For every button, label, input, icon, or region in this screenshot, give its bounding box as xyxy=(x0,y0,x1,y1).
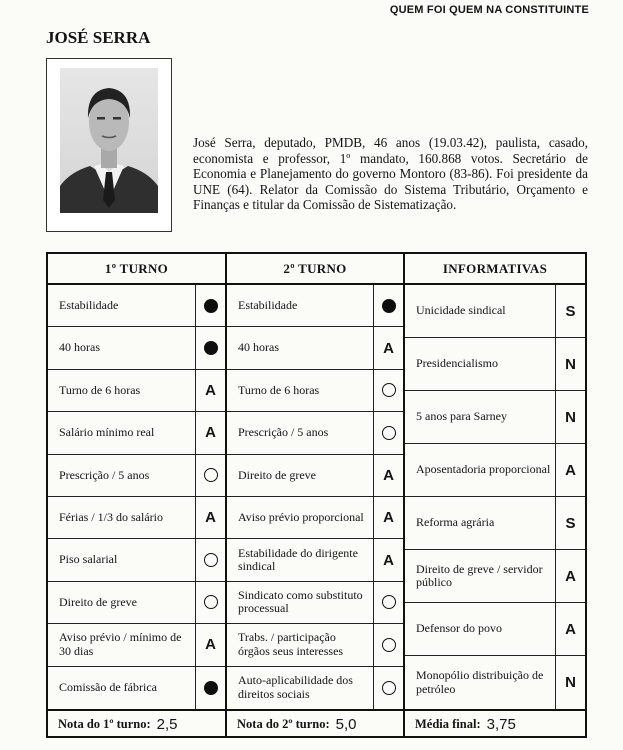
empty-circle-icon xyxy=(382,595,396,609)
filled-circle-icon xyxy=(204,341,218,355)
vote-row xyxy=(227,285,403,327)
filled-circle-icon xyxy=(204,299,218,313)
vote-row xyxy=(405,550,585,603)
vote-row xyxy=(405,444,585,497)
vote-item-label: Estabilidade xyxy=(59,297,119,312)
vote-item-label: Aposentadoria proporcional xyxy=(416,462,551,477)
vote-letter: A xyxy=(555,550,585,602)
vote-row xyxy=(227,497,403,539)
vote-symbol-cell xyxy=(195,327,225,368)
vote-item-label: Trabs. / participação órgãos seus interesses xyxy=(238,630,344,658)
vote-row xyxy=(227,455,403,497)
filled-circle-icon xyxy=(204,681,218,695)
vote-row xyxy=(48,285,225,327)
vote-item-label: Defensor do povo xyxy=(416,621,502,636)
vote-symbol-cell xyxy=(373,412,403,453)
portrait-photo xyxy=(60,68,158,213)
politician-name: JOSÉ SERRA xyxy=(46,28,151,47)
score-summary xyxy=(227,710,403,738)
vote-item-label: 40 horas xyxy=(238,340,279,355)
vote-row xyxy=(227,327,403,369)
vote-row xyxy=(48,412,225,454)
vote-item-label: Presidencialismo xyxy=(416,356,498,371)
score-summary xyxy=(48,710,225,738)
vote-item-label: Auto-aplicabilidade dos direitos sociais xyxy=(238,673,353,701)
column-title: 1º TURNO xyxy=(104,261,169,276)
vote-letter: S xyxy=(555,497,585,549)
vote-row xyxy=(227,412,403,454)
vote-row xyxy=(48,539,225,581)
vote-row xyxy=(227,582,403,624)
vote-item-label: Turno de 6 horas xyxy=(59,382,141,397)
column-title: INFORMATIVAS xyxy=(442,261,548,276)
vote-item-label: Direito de greve xyxy=(238,467,316,482)
vote-letter: A xyxy=(195,370,225,411)
vote-item-label: Piso salarial xyxy=(59,552,118,567)
vote-row xyxy=(48,624,225,666)
vote-symbol-cell xyxy=(195,539,225,580)
vote-item-label: Prescrição / 5 anos xyxy=(238,425,329,440)
vote-item-label: Estabilidade xyxy=(238,297,298,312)
empty-circle-icon xyxy=(204,595,218,609)
vote-item-label: Monopólio distribuição de petróleo xyxy=(416,668,544,696)
empty-circle-icon xyxy=(382,383,396,397)
vote-row xyxy=(48,582,225,624)
vote-row xyxy=(227,624,403,666)
vote-item-label: Direito de greve / servidor público xyxy=(416,561,543,589)
vote-symbol-cell xyxy=(373,624,403,665)
vote-letter: N xyxy=(555,338,585,390)
vote-letter: A xyxy=(195,412,225,453)
vote-item-label: Direito de greve xyxy=(59,594,137,609)
score-label: Nota do 2º turno: xyxy=(237,716,330,731)
vote-item-label: Aviso prévio / mínimo de 30 dias xyxy=(59,630,182,658)
vote-row xyxy=(405,391,585,444)
vote-item-label: 40 horas xyxy=(59,340,100,355)
vote-row xyxy=(405,338,585,391)
vote-row xyxy=(405,656,585,709)
vote-row xyxy=(48,497,225,539)
vote-letter: A xyxy=(195,624,225,665)
voting-record-table xyxy=(46,252,587,738)
vote-row xyxy=(405,285,585,338)
vote-row xyxy=(227,667,403,709)
empty-circle-icon xyxy=(382,426,396,440)
vote-symbol-cell xyxy=(373,582,403,623)
vote-symbol-cell xyxy=(195,667,225,709)
vote-row xyxy=(48,455,225,497)
vote-letter: N xyxy=(555,656,585,709)
vote-item-label: Salário mínimo real xyxy=(59,425,155,440)
vote-row xyxy=(48,667,225,709)
vote-symbol-cell xyxy=(195,582,225,623)
vote-row xyxy=(48,370,225,412)
vote-item-label: Turno de 6 horas xyxy=(238,382,320,397)
vote-symbol-cell xyxy=(195,285,225,326)
vote-row xyxy=(405,497,585,550)
vote-letter: N xyxy=(555,391,585,443)
filled-circle-icon xyxy=(382,299,396,313)
vote-symbol-cell xyxy=(195,455,225,496)
vote-letter: A xyxy=(373,327,403,368)
empty-circle-icon xyxy=(204,553,218,567)
score-value: 5,0 xyxy=(335,715,357,733)
vote-item-label: Comissão de fábrica xyxy=(59,680,157,695)
vote-letter: S xyxy=(555,285,585,337)
vote-symbol-cell xyxy=(373,370,403,411)
vote-symbol-cell xyxy=(373,285,403,326)
score-value: 3,75 xyxy=(486,715,516,733)
vote-item-label: Prescrição / 5 anos xyxy=(59,467,150,482)
vote-letter: A xyxy=(555,603,585,655)
portrait-frame xyxy=(46,58,172,232)
empty-circle-icon xyxy=(382,638,396,652)
score-summary xyxy=(405,710,585,738)
vote-item-label: Sindicato como substituto processual xyxy=(238,587,363,616)
vote-letter: A xyxy=(373,497,403,538)
vote-letter: A xyxy=(195,497,225,538)
vote-item-label: 5 anos para Sarney xyxy=(416,409,507,424)
score-label: Média final: xyxy=(415,716,481,731)
biography-text: José Serra, deputado, PMDB, 46 anos (19.03.42), paulista, casado, economista e professor, 1º mandato, 160.868 votos. Secretário de Economia e Planejamento do governo Montoro (83-86). Foi presidente da UNE (64). Relator da Comissão do Sistema Tributário, Orçamento e Finanças e titular da Comissão de Sistematização. xyxy=(193,135,588,212)
vote-row xyxy=(48,327,225,369)
vote-row xyxy=(405,603,585,656)
column-title: 2º TURNO xyxy=(283,261,347,276)
empty-circle-icon xyxy=(204,468,218,482)
vote-row xyxy=(227,539,403,581)
vote-item-label: Estabilidade do dirigente sindical xyxy=(238,545,358,574)
score-label: Nota do 1º turno: xyxy=(58,716,151,731)
vote-item-label: Aviso prévio proporcional xyxy=(238,509,364,524)
vote-item-label: Férias / 1/3 do salário xyxy=(59,509,163,524)
vote-symbol-cell xyxy=(373,667,403,709)
vote-item-label: Reforma agrária xyxy=(416,515,495,530)
vote-row xyxy=(227,370,403,412)
section-header: QUEM FOI QUEM NA CONSTITUINTE xyxy=(389,4,589,16)
vote-letter: A xyxy=(555,444,585,496)
vote-letter: A xyxy=(373,455,403,496)
vote-letter: A xyxy=(373,539,403,580)
vote-item-label: Unicidade sindical xyxy=(416,303,506,318)
empty-circle-icon xyxy=(382,681,396,695)
score-value: 2,5 xyxy=(156,715,178,733)
